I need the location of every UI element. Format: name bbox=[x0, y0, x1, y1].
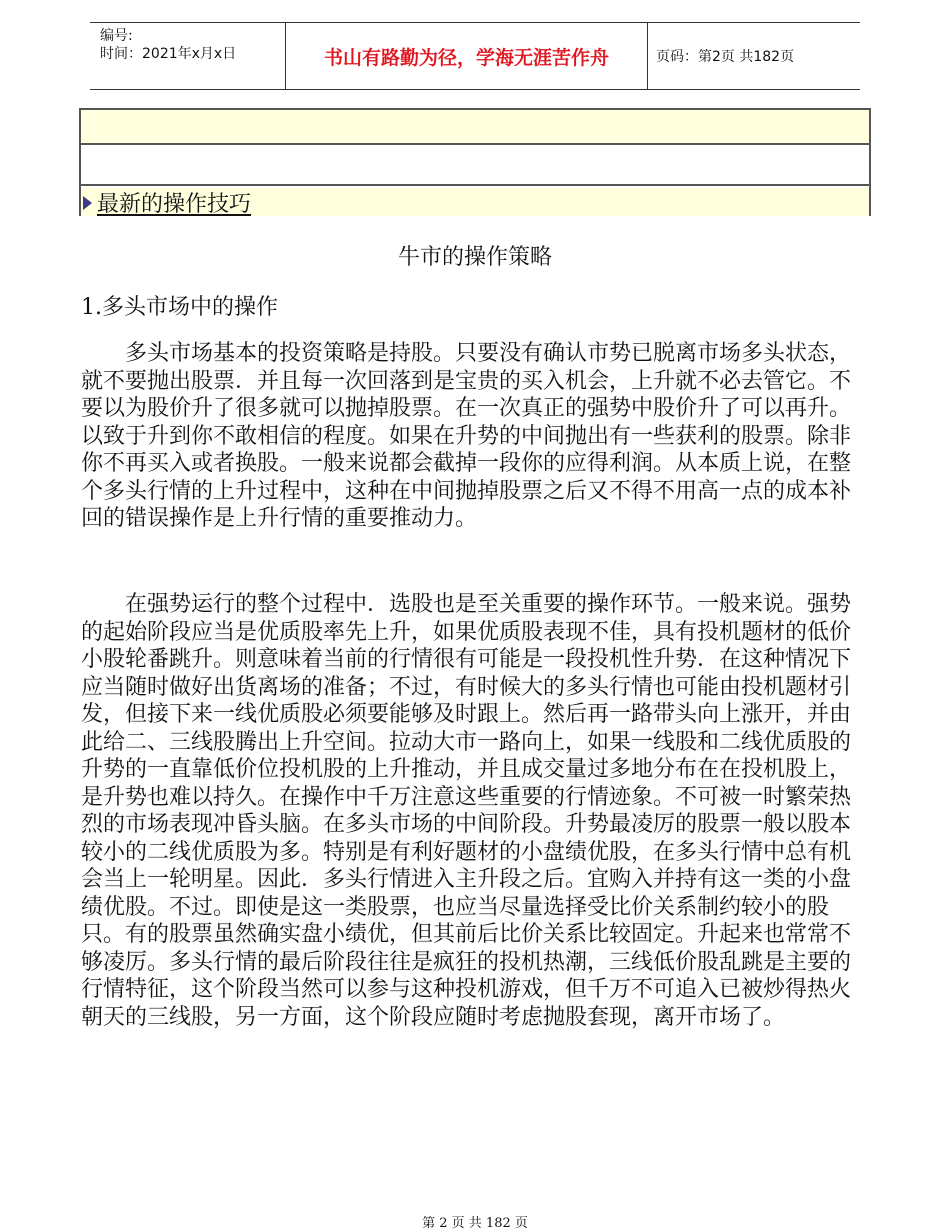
paragraph-1: 多头市场基本的投资策略是持股。只要没有确认市势已脱离市场多头状态，就不要抛出股票．并且每一次回落到是宝贵的买入机会，上升就不必去管它。不要以为股价升了很多就可以抛掉股票。在一次真正的强势中股价升了可以再升。以致于升到你不敢相信的程度。如果在升势的中间抛出有一些获利的股票。除非你不再买入或者换股。一般来说都会截掉一段你的应得利润。从本质上说，在整个多头行情的上升过程中，这种在中间抛掉股票之后又不得不用高一点的成本补回的错误操作是上升行情的重要推动力。 bbox=[81, 341, 852, 531]
header-page-info: 页码：第2页 共182页 bbox=[656, 49, 795, 65]
page-footer: 第 2 页 共 182 页 bbox=[422, 1216, 528, 1231]
nav-row-empty-middle bbox=[81, 147, 869, 186]
nav-row-link bbox=[81, 188, 869, 216]
nav-table bbox=[79, 108, 871, 216]
nav-row-empty-top bbox=[81, 110, 869, 145]
header-motto: 书山有路勤为径，学海无涯苦作舟 bbox=[286, 23, 648, 89]
triangle-bullet-icon bbox=[83, 196, 92, 210]
latest-tips-link[interactable]: 最新的操作技巧 bbox=[97, 191, 252, 217]
page-header bbox=[90, 22, 860, 90]
paragraph-2: 在强势运行的整个过程中．选股也是至关重要的操作环节。一般来说。强势的起始阶段应当是优质股率先上升，如果优质股表现不佳，具有投机题材的低价小股轮番跳升。则意味着当前的行情很有可能是一段投机性升势．在这种情况下应当随时做好出货离场的准备；不过，有时候大的多头行情也可能由投机题材引发，但接下来一线优质股必须要能够及时跟上。然后再一路带头向上涨开，并由此给二、三线股腾出上升空间。拉动大市一路向上，如果一线股和二线优质股的升势的一直靠低价位投机股的上升推动，并且成交量过多地分布在在投机股上，是升势也难以持久。在操作中千万注意这些重要的行情迹象。不可被一时繁荣热烈的市场表现冲昏头脑。在多头市场的中间阶段。升势最凌厉的股票一般以股本较小的二线优质股为多。特别是有利好题材的小盘绩优股，在多头行情中总有机会当上一轮明星。因此．多头行情进入主升段之后。宜购入并持有这一类的小盘绩优股。不过。即使是这一类股票，也应当尽量选择受比价关系制约较小的股只。有的股票虽然确实盘小绩优，但其前后比价关系比较固定。升起来也常常不够凌厉。多头行情的最后阶段往往是疯狂的投机热潮，三线低价股乱跳是主要的行情特征，这个阶段当然可以参与这种投机游戏，但千万不可追入已被炒得热火朝天的三线股，另一方面，这个阶段应随时考虑抛股套现，离开市场了。 bbox=[81, 592, 852, 1030]
article-title: 牛市的操作策略 bbox=[397, 245, 552, 270]
serial-label: 编号: bbox=[100, 28, 133, 44]
header-meta bbox=[90, 23, 286, 89]
section-heading: 1.多头市场中的操作 bbox=[81, 295, 278, 320]
time-label: 时间：2021年x月x日 bbox=[100, 46, 237, 62]
